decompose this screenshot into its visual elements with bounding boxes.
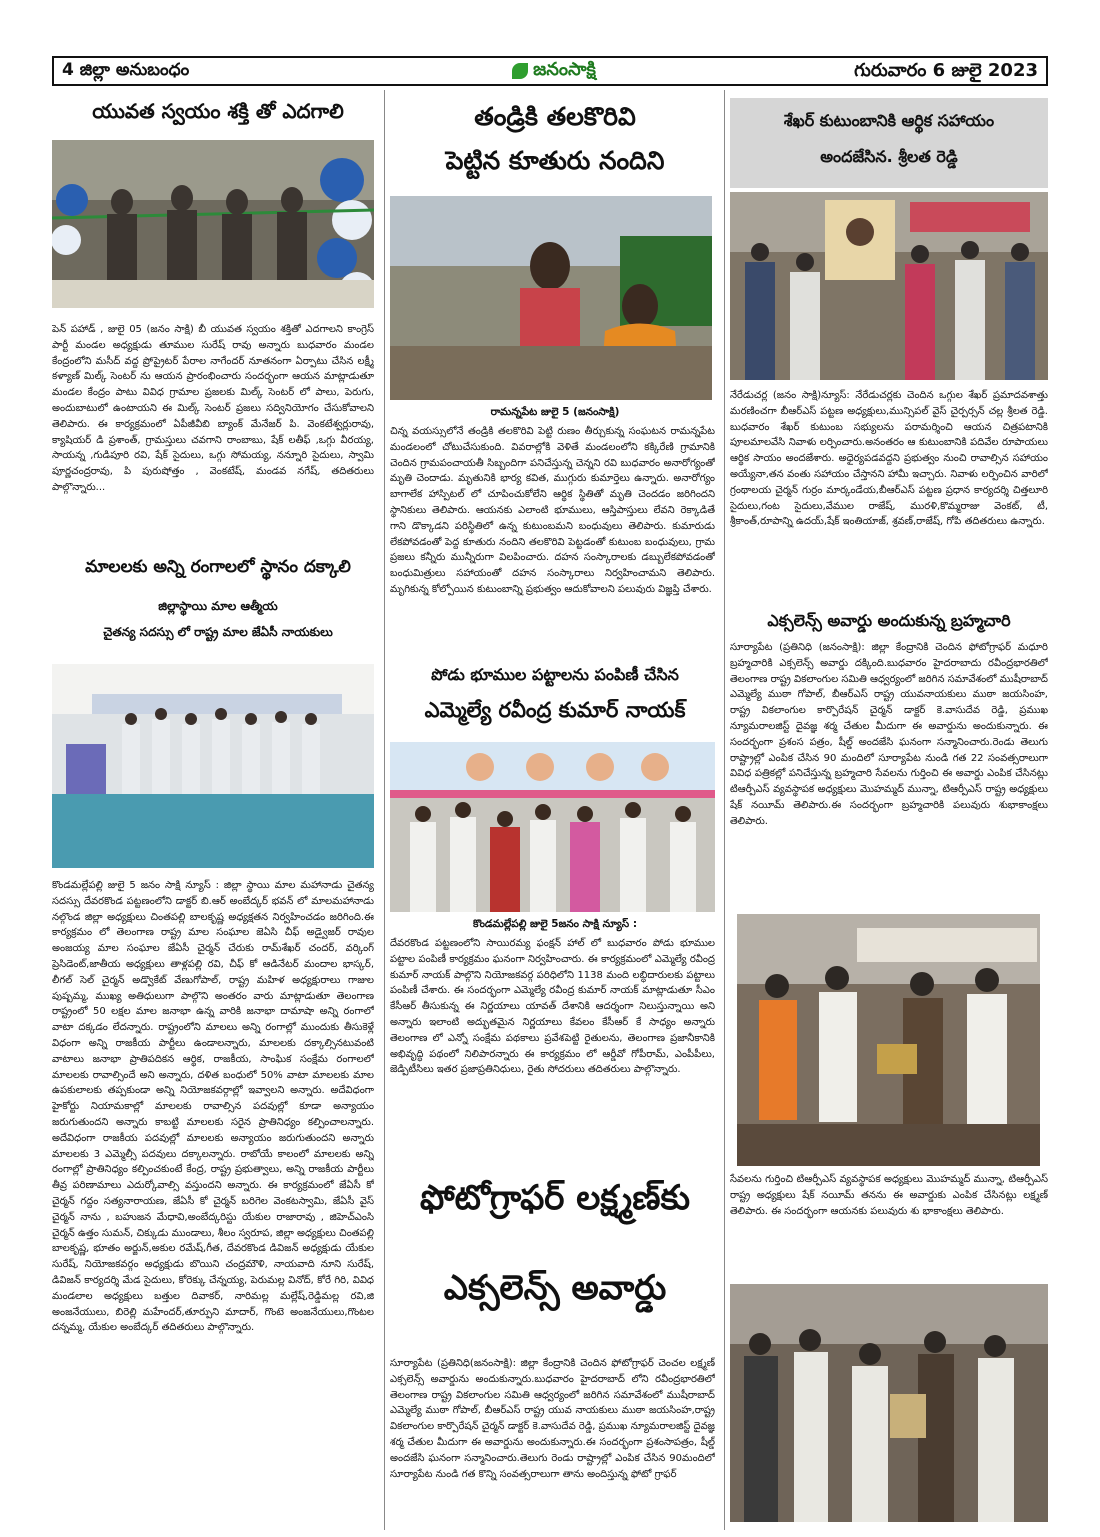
column-divider bbox=[384, 90, 385, 1530]
photo-podu-distribution bbox=[390, 742, 715, 912]
headline-photographer-line1: ఫోటోగ్రాఫర్ లక్ష్మణ్‌కు bbox=[419, 1178, 691, 1218]
article-photographer-continued: సేవలను గుర్తించి టిఆర్పీఎస్ వ్యవస్థాపక అధ్యక్షులు మొహమ్మద్ మున్నా, టిఆర్పీఎస్ రాష్ట్ర అధ్యక్షులు షేక్ నయీమ్ తనను ఈ అవార్డుకు ఎంపిక చేసినట్లు లక్ష్మణ్ తెలిపారు. ఈ సందర్భంగా ఆయనకు పలువురు శు భాకాంక్షలు తెలిపారు. bbox=[730, 1174, 1048, 1217]
article-youth-body: పెన్ పహాడ్ , జులై 05 (జనం సాక్షి) బీ యువత స్వయం శక్తితో ఎదగాలని కాంగ్రెస్ పార్టీ మండల అధ్యక్షుడు తూముల సురేష్ రావు అన్నారు బుధవారం మండల కేంద్రంలోని మసీద్ వద్ద ప్రోప్రైటర్ పేరాల నాగేందర్ నూతనంగా ఏర్పాటు చేసిన లక్ష్మీ కళ్యాణ్ మిల్క్ సెంటర్ ను ఆయన ప్రారంభించారు సందర్భంగా ఆయన మాట్లాడుతూ మండల కేంద్రం పాటు వివిధ గ్రామాల ప్రజలకు మిల్క్ సెంటర్ లో పాలు, పెరుగు, అందుబాటులో ఉంటాయని ఈ మిల్క్ సెంటర్ ప్రజలు సద్వినియోగం చేసుకోవాలని తెలిపారు. ఈ కార్యక్రమంలో ఏపీజీవీబి బ్యాంక్ మేనేజర్ పి. వెంకటేశ్వర్లురావు, క్యాషియర్ డి ప్రశాంత్, గ్రామస్తులు చవగాని రాంబాబు, షేక్ లతీఫ్ ,ఒగ్గు వీరయ్య, సాయన్న ,గుడిపూరి రవి, షేక్ సైదులు, ఒగ్గు సోమయ్య, నన్నూరి సైదులు, స్వామి పూర్ణచంద్రరావు, పి పురుషోత్తం , వెంకటేష్, మండవ నగేష్, తదితరులు పాల్గొన్నారు... bbox=[52, 324, 374, 493]
photo-shekar-family-aid bbox=[730, 192, 1048, 380]
photo-brahmachari-award bbox=[737, 914, 1040, 1166]
headline-box-shekar bbox=[730, 98, 1048, 188]
caption-podu: కొండమల్లేపల్లి జులై 5జనం సాక్షి న్యూస్ : bbox=[472, 918, 638, 930]
issue-date: గురువారం 6 జులై 2023 bbox=[854, 60, 1038, 81]
headline-daughter-line1: తండ్రికి తలకొరివి bbox=[474, 102, 636, 131]
subheadline-mala-1: జిల్లాస్థాయి మాల ఆత్మీయ bbox=[158, 599, 278, 613]
article-shekar-body: నేరేడుచర్ల (జనం సాక్షి)న్యూస్: నేరేడుచర్లకు చెందిన ఒగ్గుల శేఖర్ ప్రమాదవశాత్తు మరణించగా బీఆర్ఎస్ పట్టణ అధ్యక్షులు,మున్సిపల్ వైస్ చైర్పర్సన్ చల్ల శ్రీలత రెడ్డి. బుధవారం శేఖర్ కుటుంబ సభ్యులను పరామర్శించి ఆయన చిత్రపటానికి పూలమాలవేసి నివాళు లర్పించారు.అనంతరం ఆ కుటుంబానికి పదివేల రూపాయలు ఆర్థిక సాయం అందజేశారు. అధైర్యపడవద్దని ప్రభుత్వం నుంచి రావాల్సిన సహాయం అయ్యేనా,తన వంతు సహాయం చేస్తానని హామీ ఇచ్చారు. నివాళు లర్పించిన వారిలో గ్రంథాలయ చైర్మన్ గుర్రం మార్కండేయ,బీఆర్ఎస్ పట్టణ ప్రధాన కార్యదర్శి చిత్తలూరి సైదులు,గంట సైదులు,వేముల రాజేష్, మురళి,కొమ్మరాజు వెంకట్, టీ, శ్రీకాంత్,రూపాన్ని ఉదయ్,షేక్ ఇంతియాజ్, శ్రవణ్,రాజేష్, గోపి తదితరులు ఉన్నారు. bbox=[730, 390, 1048, 528]
article-daughter-body: చిన్న వయస్సులోనే తండ్రికి తలకొరివి పెట్టి రుణం తీర్చుకున్న సంఘటన రామన్నపేట మండలంలో చోటుచేసుకుంది. వివరాల్లోకి వెళితే మండలంలోని కక్కిరేణి గ్రామానికి చెందిన గ్రామపంచాయతీ సిబ్బందిగా పనిచేస్తున్న చెన్నని రవి బుధవారం అనారోగ్యంతో మృతి చెందాడు. మృతునికి భార్య కవిత, ముగ్గురు కుమార్తెలు ఉన్నారు. అనారోగ్యం బాగాలేక హాస్పిటల్ లో చూపించుకోలేని ఆర్థిక స్థితితో మృతి చెందడం జరిగిందని స్థానికులు తెలిపారు. ఆయనకు ఎలాంటి భూములు, ఆస్తిపాస్తులు లేవని రెక్కాడితే గాని డొక్కాడని పరిస్థితిలో ఉన్న కుటుంబమని బంధువులు తెలిపారు. కుమారుడు లేకపోవడంతో పెద్ద కూతురు నందిని తలకొరివి పెట్టడంతో కుటుంబ బంధువులు, గ్రామ ప్రజలు కన్నీరు మున్నీరుగా విలపించారు. దహన సంస్కారాలకు డబ్బులేకపోవడంతో బంధుమిత్రులు సహాయంతో దహన సంస్కారాలు నిర్వహించామని తెలిపారు. మృగికున్న కోల్పోయిన కుటుంబాన్ని ప్రభుత్వం ఆదుకోవాలని పలువురు విజ్ఞప్తి చేశారు. bbox=[390, 426, 715, 595]
headline-mala: మాలలకు అన్ని రంగాలలో స్థానం దక్కాలి bbox=[85, 557, 351, 577]
article-photographer-body: సూర్యాపేట (ప్రతినిధి(జనంసాక్షి): జిల్లా కేంద్రానికి చెందిన ఫోటోగ్రాఫర్ చెంచల లక్ష్మణ్ ఎక్సలెన్స్ అవార్డును అందుకున్నారు.బుధవారం హైదరాబాద్ లోని రవీంద్రభారతిలో తెలంగాణ రాష్ట్ర వికలాంగుల సమితి ఆధ్వర్యంలో జరిగిన సమావేశంలో ముషీరాబాద్ ఎమ్మెల్యే ముఠా గోపాల్, బీఆర్ఎస్ రాష్ట్ర యువ నాయకులు ముఠా జయసింహ,రాష్ట్ర వికలాంగుల కార్పొరేషన్ చైర్మన్ డాక్టర్ కె.వాసుదేవ రెడ్డి, ప్రముఖ న్యూమరాలజిస్ట్ దైవజ్ఞ శర్మ చేతుల మీదుగా ఈ అవార్డును అందుకున్నారు.ఈ సందర్భంగా ప్రశంసాపత్రం, షీల్డ్ అందజేసి ఘనంగా సన్మానించారు.తెలుగు రెండు రాష్ట్రాల్లో ఎంపిక చేసిన 90మందిలో సూర్యాపేట నుండి గత కొన్ని సంవత్సరాలుగా తాను అందిస్తున్న ఫోటో గ్రాఫర్ bbox=[390, 1358, 715, 1480]
photo-nandini-funeral bbox=[390, 196, 712, 400]
headline-brahmachari: ఎక్సలెన్స్ అవార్డు అందుకున్న బ్రహ్మచారి bbox=[767, 611, 1011, 630]
page-section-label: 4 జిల్లా అనుబంధం bbox=[62, 60, 190, 80]
photo-lakshman-award bbox=[730, 1284, 1048, 1522]
masthead bbox=[484, 56, 624, 86]
headline-youth: యువత స్వయం శక్తి తో ఎదగాలి bbox=[92, 99, 344, 123]
page-header bbox=[52, 56, 1048, 86]
photo-milk-center-opening bbox=[52, 140, 374, 308]
article-brahmachari-body: సూర్యాపేట (ప్రతినిధి (జనంసాక్షి): జిల్లా కేంద్రానికి చెందిన ఫోటోగ్రాఫర్ మధూరి బ్రహ్మచారికి ఎక్సలెన్స్ అవార్డు దక్కింది.బుధవారం హైదరాబాదు రవీంద్రభారతిలో తెలంగాణ రాష్ట్ర వికలాంగుల సమితి ఆధ్వర్యంలో జరిగిన సమావేశంలో ముషీరాబాద్ ఎమ్మెల్యే ముఠా గోపాల్, బీఆర్ఎస్ రాష్ట్ర యువనాయకులు ముఠా జయసింహ, రాష్ట్ర వికలాంగుల కార్పొరేషన్ చైర్మన్ డాక్టర్ కె.వాసుదేవ రెడ్డి, ప్రముఖ న్యూమరాలజిస్ట్ దైవజ్ఞ శర్మ చేతుల మీదుగా ఈ అవార్డును అందుకున్నారు. ఈ సందర్భంగా ప్రశంస పత్రం, షీల్డ్ అందజేసి ఘనంగా సన్మానించారు.రెండు తెలుగు రాష్ట్రాల్లో ఎంపిక చేసిన 90 మందిలో సూర్యాపేట నుండి గత 22 సంవత్సరాలుగా వివిధ పత్రికల్లో పనిచేస్తున్న బ్రహ్మచారి సేవలను గుర్తించి ఈ అవార్డు ఎంపిక చేసినట్లు టిఆర్పీఎస్ వ్యవస్థాపక అధ్యక్షులు మొహమ్మద్ మున్నా, టిఆర్పీఎస్ రాష్ట్ర అధ్యక్షులు షేక్ నయీమ్ తెలిపారు.ఈ సందర్భంగా బ్రహ్మచారికి పలువురు శుభాకాంక్షలు తెలిపారు. bbox=[730, 642, 1048, 827]
article-podu-body: దేవరకొండ పట్టణంలోని సాయిరమ్య ఫంక్షన్ హాల్ లో బుధవారం పోడు భూముల పట్టాల పంపిణీ కార్యక్రమం ఘనంగా నిర్వహించారు. ఈ కార్యక్రమంలో ఎమ్మెల్యే రవీంద్ర కుమార్ నాయక్ పాల్గొని నియోజకవర్గ పరిధిలోని 1138 మంది లబ్ధిదారులకు పట్టాలు పంపిణీ చేశారు. ఈ సందర్భంగా ఎమ్మెల్యే రవీంద్ర కుమార్ నాయక్ మాట్లాడుతూ సీఎం కేసీఆర్ తీసుకున్న ఈ నిర్ణయాలు యావత్ దేశానికి ఆదర్శంగా నిలుస్తున్నాయి అని అన్నారు ఇలాంటి అద్భుతమైన నిర్ణయాలు కేవలం కేసీఆర్ కే సాధ్యం అన్నారు తెలంగాణ లో ఎన్నో సంక్షేమ పథకాలు ప్రవేశపెట్టి రైతులను, తెలంగాణ ప్రజానీకానికి అభివృద్ధి పథంలో నిలిపారన్నారు ఈ కార్యక్రమం లో ఆర్డీవో గోపీరామ్, ఎంపీపీలు, జెడ్పిటీసిలు ఇతర ప్రజాప్రతినిధులు, రైతు సోదరులు తదితరులు పాల్గొన్నారు. bbox=[390, 938, 715, 1076]
masthead-title: జనంసాక్షి bbox=[533, 58, 596, 80]
column-divider bbox=[724, 90, 725, 1530]
leaf-logo-icon bbox=[512, 63, 528, 79]
photo-mala-meeting bbox=[52, 664, 374, 868]
headline-daughter-line2: పెట్టిన కూతురు నందిని bbox=[445, 146, 665, 175]
caption-daughter: రామన్నపేట జులై 5 (జనంసాక్షి) bbox=[490, 406, 620, 418]
headline-shekar-line1: శేఖర్ కుటుంబానికి ఆర్థిక సహాయం bbox=[783, 111, 995, 130]
headline-podu-line2: ఎమ్మెల్యే రవీంద్ర కుమార్ నాయక్ bbox=[424, 698, 686, 722]
article-mala-body: కొండమల్లేపల్లి జులై 5 జనం సాక్షి న్యూస్ : జిల్లా స్థాయి మాల మహానాడు చైతన్య సదస్సు దేవరకొండ పట్టణంలోని డాక్టర్ బి.ఆర్ అంబేద్కర్ భవన్ లో మాలమహానాడు నల్గొండ జిల్లా అధ్యక్షులు చింతపల్లి బాలకృష్ణ అధ్యక్షతన నిర్వహించడం జరిగింది.ఈ కార్యక్రమం లో తెలంగాణ రాష్ట్ర మాల సంఘాల జెఏసి చీఫ్ అడ్వైజర్ రావుల అంజయ్య మాల సంఘాల జేఏసీ చైర్మన్ చేరుకు రామ్‌శేఖర్ చందర్, వర్కింగ్ ప్రెసిడెంట్,జాతీయ అధ్యక్షులు తాళ్లపల్లి రవి, చీఫ్ కో ఆడినేటర్ మందాల భాస్కర్, లీగల్ సెల్ చైర్మన్ అడ్వొకేట్ వేణుగోపాల్, రాష్ట్ర మహిళ అధ్యక్షురాలు గాజుల పుష్పమ్మ, ముఖ్య అతిధులుగా పాల్గొని అంతరం వారు మాట్లాడుతూ తెలంగాణ రాష్ట్రంలో 50 లక్షల మాల జనాభా ఉన్న వారికి జనాభా దామాషా అన్ని రంగాలో వాటా దక్కడం లేదన్నారు. రాష్ట్రంలోని మాలలు అన్ని రంగాల్లో ముందుకు తీసుకెళ్లే విధంగా అన్ని రాజకీయ పార్టీలు ఉండాలన్నారు, మాలలకు దక్కాల్సినటువంటి వాటాలు జనాభా ప్రాతిపదికన ఆర్థిక, రాజకీయ, సాంఘిక సంక్షేమ రంగాలలో మాలలకు రావాల్సిందే అని అన్నారు, దళిత బంధులో 50% వాటా మాలలకు మాల ఉపకులాలకు తప్పకుండా అన్ని నియోజకవర్గాల్లో ఇవ్వాలని అన్నారు. అదేవిధంగా హైకోర్టు నియామకాల్లో మాలలకు రావాల్సిన పదవుల్లో కూడా అన్యాయం జరుగుతుందని అన్నారు కాబట్టి మాలలకు సరైన ప్రాతినిధ్యం కల్పించాలన్నారు. అదేవిధంగా రాజకీయ పదవుల్లో మాలలకు అన్యాయం జరుగుతుందని అన్నారు మాలలకు 3 ఎమ్మెల్సీ పదవులు దక్కాలన్నారు. రాబోయే కాలంలో మాలలకు అన్ని రంగాల్లో ప్రాతినిధ్యం కల్పించకుంటే కేంద్ర, రాష్ట్ర ప్రభుత్వాలు, అన్ని రాజకీయ పార్టీలు తీవ్ర పరిణామాలు ఎదుర్కోవాల్సి వస్తుందని అన్నారు. ఈ కార్యక్రమంలో జేఏసీ కో చైర్మన్ గద్దం సత్యనారాయణ, జేఏసీ కో చైర్మన్ బరిగెల వెంకటస్వామి, జేఏసీ వైస్ చైర్మన్ నాను , బహుజన మేధావి,అంబేద్కరిస్టు యేకుల రాజారావు , జిహెచ్ఎంసి చైర్మన్ ఉత్తం సుమన్, చిక్కుడు ముండాలు, శీలం స్వరూప, జిల్లా అధ్యక్షులు చింతపల్లి బాలకృష్ణ, భూతం అర్జున్,అకుల రమేష్,గీత, దేవరకొండ డివిజన్ అధ్యక్షుడు యేకుల సురేష్, నియోజకవర్గం అధ్యక్షుడు బొయిని చంద్రమౌళి, నాయవాది నూని సురేష్, డివిజన్ కార్యదర్శి మేడ సైదులు, కోరెక్కు చేన్నయ్య, పెరుమల్ల వినోద్, కోరే గిరి, వివిధ మండలాల అధ్యక్షులు బత్తుల దివాకర్, నారిమల్ల మల్లేష్,రెడ్డిమల్ల రవి,జి అంజనేయులు, బిరెల్లి మహేందర్,తూర్పుని మాదార్, గొంటె అంజనేయులు,గొంటల దన్నమ్మ, యేకుల అంబేద్కర్ తదితరులు పాల్గొన్నారు. bbox=[52, 880, 374, 1334]
headline-shekar-line2: అందజేసిన. శ్రీలత రెడ్డి bbox=[820, 147, 958, 166]
subheadline-mala-2: చైతన్య సదస్సు లో రాష్ట్ర మాల జేఏసీ నాయకులు bbox=[103, 625, 333, 639]
headline-photographer-line2: ఎక్సలెన్స్ అవార్డు bbox=[443, 1268, 667, 1308]
headline-podu-line1: పోడు భూముల పట్టాలను పంపిణీ చేసిన bbox=[431, 665, 679, 684]
